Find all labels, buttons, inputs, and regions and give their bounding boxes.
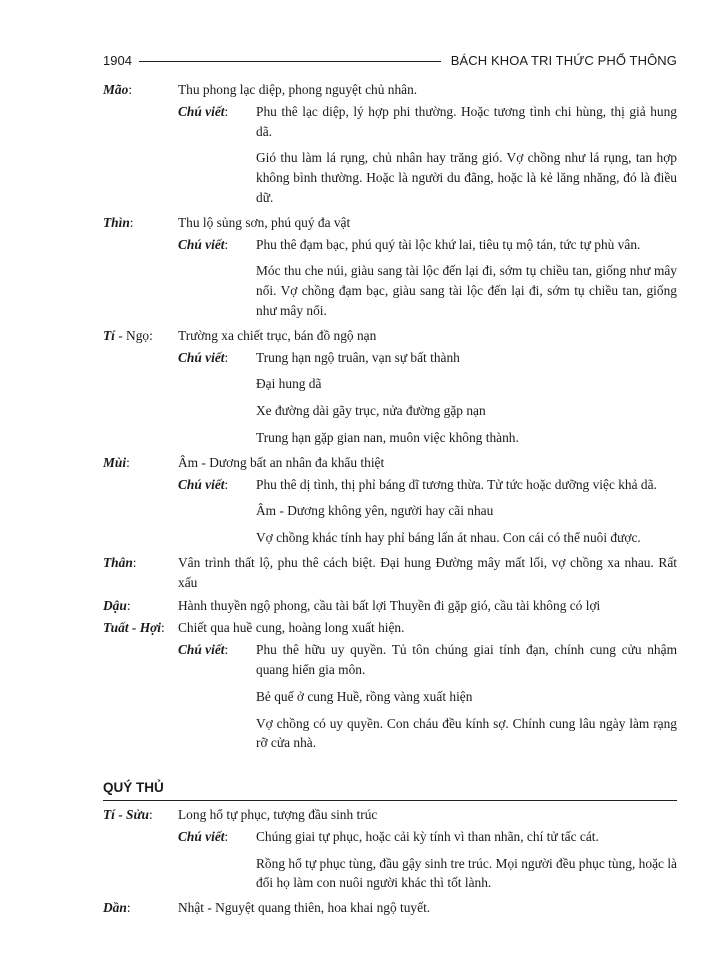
entry-label-name: Thân (103, 554, 133, 570)
entry-label-name: Dậu (103, 597, 127, 613)
entry-label-rest: : (148, 806, 153, 822)
book-title: BÁCH KHOA TRI THỨC PHỔ THÔNG (450, 53, 677, 68)
entry-label (103, 80, 178, 100)
commentary-label-colon: : (224, 828, 229, 844)
commentary-body (256, 235, 677, 323)
entry-label-name: Thìn (103, 214, 130, 230)
entry-label (103, 618, 178, 638)
entry-label-rest: : (161, 620, 165, 636)
commentary-paragraph: Vợ chồng khác tính hay phỉ báng lấn át nhau. Con cái có thể nuôi được. (256, 530, 641, 546)
commentary-paragraph: Vợ chồng có uy quyền. Con cháu đều kính sợ. Chính cung lâu ngày làm rạng rỡ cửa nhà. (256, 715, 677, 751)
commentary-label-text: Chú viết (178, 828, 225, 844)
entry-label (103, 213, 178, 233)
commentary-label-colon: : (224, 476, 229, 492)
commentary-label (178, 640, 256, 755)
commentary-label-colon: : (224, 642, 229, 658)
running-header (103, 53, 677, 73)
commentary-label-text: Chú viết (178, 349, 225, 365)
commentary-label (178, 102, 256, 210)
entry-row (103, 596, 677, 616)
entry-row (103, 618, 677, 638)
entry-text: Thu phong lạc diệp, phong nguyệt chủ nhân. (178, 82, 418, 97)
entry-label-name: Tí - Sửu (103, 806, 149, 822)
commentary-paragraph: Âm - Dương không yên, người hay cãi nhau (256, 503, 494, 519)
entry-row (103, 213, 677, 233)
commentary-paragraph: Chúng giai tự phục, hoặc cải kỳ tính vì than nhãn, chí tử tấc cát. (256, 828, 599, 844)
entry-label-name: Tuất - Hợi (103, 620, 162, 636)
commentary-paragraph: Gió thu làm lá rụng, chủ nhân hay trăng gió. Vợ chồng như lá rụng, tan hợp không bình thường. Hoặc là người du đãng, hoặc là kẻ lăng nhăng, đó là điều dữ. (256, 150, 677, 205)
commentary-body (256, 640, 677, 755)
commentary-paragraph: Đại hung dã (256, 376, 322, 392)
entry-label-name: Tí (103, 327, 115, 343)
entry-label (103, 898, 178, 918)
entry-label-rest: : (126, 900, 131, 916)
entry-row (103, 453, 677, 473)
section-heading: QUÝ THỦ (103, 778, 677, 801)
commentary-paragraph: Phu thê hữu uy quyền. Tủ tôn chúng giai tính đạn, chính cung cửu nhậm quang hiển gia môn. (256, 642, 677, 677)
commentary (103, 235, 677, 323)
entry-label-rest: : (128, 82, 133, 97)
commentary (103, 102, 677, 210)
entry-text: Trường xa chiết trục, bán đồ ngộ nạn (178, 327, 377, 343)
page-number: 1904 (103, 53, 132, 68)
entry-row (103, 326, 677, 346)
commentary-paragraph: Phu thê dị tình, thị phỉ báng dĩ tương thừa. Tử tức hoặc dưỡng việc khả dã. (256, 476, 657, 492)
commentary-label-colon: : (224, 236, 229, 252)
entry-label-rest: : (126, 597, 131, 613)
entry-text: Chiết qua huề cung, hoàng long xuất hiện. (178, 620, 405, 636)
entry (103, 898, 677, 918)
commentary (103, 348, 677, 450)
commentary-paragraph: Trung hạn gặp gian nan, muôn việc không thành. (256, 429, 519, 445)
entry-label-name: Mùi (103, 454, 127, 470)
entry-label-rest: : (126, 454, 130, 470)
commentary-label (178, 348, 256, 450)
commentary-label-colon: : (224, 349, 229, 365)
commentary-paragraph: Phu thê lạc diệp, lý hợp phi thường. Hoặc tương tình chi hùng, thị giả hung dã. (256, 103, 677, 139)
entry (103, 453, 677, 550)
commentary-label-text: Chú viết (178, 476, 225, 492)
entry-row (103, 898, 677, 918)
entry-text: Vân trình thất lộ, phu thê cách biệt. Đại hung Đường mây mất lối, vợ chồng xa nhau. Rất xấu (178, 554, 677, 590)
commentary-body (256, 475, 677, 550)
header-rule (139, 61, 441, 62)
entry-text: Long hổ tự phục, tượng đầu sinh trúc (178, 806, 378, 822)
entry (103, 213, 677, 323)
entries-list (103, 80, 677, 755)
commentary-label (178, 475, 256, 550)
page-body (103, 80, 677, 918)
entry-label-rest: - Ngọ: (114, 327, 153, 343)
entry (103, 596, 677, 616)
entry (103, 805, 677, 895)
entry-label-rest: : (129, 214, 134, 230)
commentary-paragraph: Phu thê đạm bạc, phú quý tài lộc khứ lai, tiêu tụ mộ tán, tức tự phù vân. (256, 236, 641, 252)
entry-row (103, 553, 677, 593)
entries-list-quy-thu (103, 805, 677, 918)
entry-label (103, 805, 178, 825)
commentary-paragraph: Móc thu che núi, giàu sang tài lộc đến lại đi, sớm tụ chiều tan, giống như mây nổi. Vợ chồng đạm bạc, giàu sang tài lộc đến lại đi, sớm tụ chiều tan, giống như mây nổi. (256, 263, 677, 318)
entry-label-name: Dần (103, 900, 127, 916)
entry-text: Thu lộ sủng sơn, phú quý đa vật (178, 214, 351, 230)
entry (103, 553, 677, 593)
entry-row (103, 80, 677, 100)
commentary-label-text: Chú viết (178, 103, 225, 119)
entry-row (103, 805, 677, 825)
commentary-body (256, 348, 677, 450)
commentary (103, 475, 677, 550)
commentary (103, 640, 677, 755)
commentary-body (256, 102, 677, 210)
commentary-label (178, 827, 256, 895)
commentary-paragraph: Bẻ quế ở cung Huề, rồng vàng xuất hiện (256, 688, 473, 704)
entry-label (103, 553, 178, 593)
entry (103, 618, 677, 755)
commentary-label (178, 235, 256, 323)
entry-label-rest: : (132, 554, 137, 570)
commentary (103, 827, 677, 895)
entry (103, 326, 677, 450)
commentary-label-text: Chú viết (178, 642, 225, 658)
commentary-paragraph: Trung hạn ngộ truân, vạn sự bất thành (256, 349, 460, 365)
commentary-paragraph: Rồng hổ tự phục tùng, đầu gậy sinh tre trúc. Mọi người đều phục tùng, hoặc là đổi họ làm con nuôi người khác thì tốt lành. (256, 855, 677, 891)
entry-text: Âm - Dương bất an nhân đa khẩu thiệt (178, 454, 385, 470)
entry-label (103, 326, 178, 346)
entry-text: Nhật - Nguyệt quang thiên, hoa khai ngộ tuyết. (178, 900, 431, 916)
entry-label (103, 453, 178, 473)
commentary-paragraph: Xe đường dài gãy trục, nửa đường gặp nạn (256, 403, 486, 419)
entry-label-name: Mão (103, 82, 129, 97)
entry-text: Hành thuyền ngộ phong, cầu tài bất lợi Thuyền đi gặp gió, cầu tài không có lợi (178, 597, 601, 613)
commentary-label-text: Chú viết (178, 236, 225, 252)
commentary-body (256, 827, 677, 895)
entry-label (103, 596, 178, 616)
commentary-label-colon: : (224, 103, 229, 119)
entry (103, 80, 677, 210)
